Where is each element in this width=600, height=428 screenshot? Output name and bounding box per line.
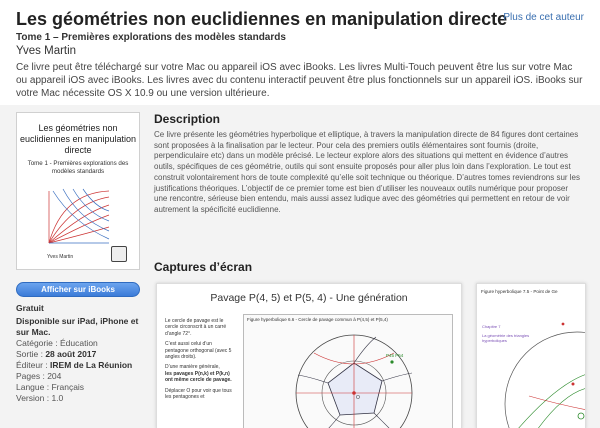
book-author: Yves Martin	[16, 45, 77, 57]
header	[16, 8, 584, 100]
pages-label: Pages :	[16, 371, 45, 381]
version-row	[16, 393, 141, 404]
screenshot-1-para-3: D’une manière générale,	[165, 364, 220, 371]
version-value: 1.0	[51, 393, 64, 403]
cover-author: Yves Martin	[47, 254, 74, 260]
pages-row	[16, 371, 141, 382]
screenshot-1-text	[165, 318, 235, 400]
screenshot-2[interactable]	[476, 283, 586, 428]
view-in-ibooks-button[interactable]: Afficher sur iBooks	[16, 282, 140, 297]
screenshots-heading: Captures d’écran	[154, 260, 253, 274]
price: Gratuit	[16, 303, 44, 313]
screenshot-1-para-4: Déplacer O pour voir que tous les pentagones et	[165, 387, 232, 401]
book-subtitle: Tome 1 – Premières explorations des modèles standards	[16, 32, 286, 43]
screenshot-1-para-1: Le cercle de pavage est le cercle circonscrit à un carré d’angle 72°.	[165, 318, 227, 337]
language-value: Français	[51, 382, 85, 392]
publisher-logo-icon	[111, 246, 127, 262]
screenshot-1-para-2: C’est aussi celui d’un pentagone orthogonal (avec 5 angles droits).	[165, 341, 232, 361]
hyperbolic-triangle-figure	[477, 284, 586, 428]
book-cover[interactable]	[16, 112, 140, 270]
cover-title: Les géométries non euclidiennes en manipulation directe	[19, 123, 137, 155]
point-label-o: O	[356, 395, 360, 401]
release-date-label: Sortie :	[16, 349, 43, 359]
description-text: Ce livre présente les géométries hyperbolique et elliptique, à travers la manipulation directe de 84 figures dont certaines sont proposées à la finalisation par le lecteur. Pour cela des premiers outils élémentaires sont fournis (droite, perpendiculaire etc) dans un modèle précisé. Le lecteur explore alors des situations qui mettent en évidence d’autres outils, spécifiques de ces géométrie, outils qui sont ensuite proposés pour aller plus loin dans l’exploration. Le tout est construit volontairement hors de toute complexité qu’elle soit technique ou théorique. D’autres tomes reviendrons sur les justifications théoriques. L’objectif de ce premier tome est bien d’utiliser les nouveaux outils numérique pour proposer une rencontre, sérieuse bien entendu, mais aussi assez ludique avec des géométries qui permettent en retour de voir autrement la spécificité euclidienne.	[154, 130, 581, 214]
screenshot-1-figure-label: Figure hyperbolique 6.6 - Cercle de pavage commun à P(4,5) et P(5,4)	[247, 317, 388, 322]
hyperbolic-tiling-figure	[244, 315, 454, 428]
sidebar	[16, 112, 141, 404]
availability: Disponible sur iPad, iPhone et sur Mac.	[16, 316, 139, 337]
publisher-value: IREM de La Réunion	[50, 360, 133, 370]
description-heading: Description	[154, 112, 221, 126]
more-by-author-link[interactable]: Plus de cet auteur	[503, 12, 584, 23]
screenshot-1[interactable]	[156, 283, 462, 428]
pages-value: 204	[47, 371, 62, 381]
language-row	[16, 382, 141, 393]
release-date-row	[16, 349, 141, 360]
publisher-row	[16, 360, 141, 371]
screenshot-2-chapter: Chapitre 7	[482, 324, 501, 329]
point-label-p45: P45 P54	[386, 353, 404, 358]
screenshot-1-title: Pavage P(4, 5) et P(5, 4) - Une génération	[210, 292, 408, 304]
book-title: Les géométries non euclidiennes en manipulation directe	[16, 9, 508, 29]
publisher-label: Éditeur :	[16, 360, 48, 370]
category-value[interactable]: Éducation	[59, 338, 98, 348]
category-label: Catégorie :	[16, 338, 58, 348]
screenshot-2-caption: La géométrie des triangles hyperboliques	[482, 333, 530, 343]
book-metadata	[16, 303, 141, 404]
language-label: Langue :	[16, 382, 50, 392]
category-row	[16, 338, 141, 349]
compatibility-note: Ce livre peut être téléchargé sur votre Mac ou appareil iOS avec iBooks. Les livres Multi-Touch peuvent être lus sur votre Mac ou appareil iOS avec iBooks. Les livres avec du contenu interactif peuvent être plus fonctionnels sur un appareil iOS. iBooks sur votre Mac nécessite OS X 10.9 ou une version ultérieure.	[16, 62, 583, 99]
cover-illustration	[43, 183, 115, 249]
release-date-value: 28 août 2017	[45, 349, 97, 359]
screenshot-2-label: Figure hyperbolique 7.5 - Point de Ge	[481, 289, 558, 294]
version-label: Version :	[16, 393, 50, 403]
screenshot-1-para-bold: les pavages P(n,k) et P(k,n) ont même cercle de pavage.	[165, 370, 232, 384]
cover-subtitle: Tome 1 - Premières explorations des modèles standards	[27, 160, 129, 175]
screenshot-1-figure	[243, 314, 453, 428]
